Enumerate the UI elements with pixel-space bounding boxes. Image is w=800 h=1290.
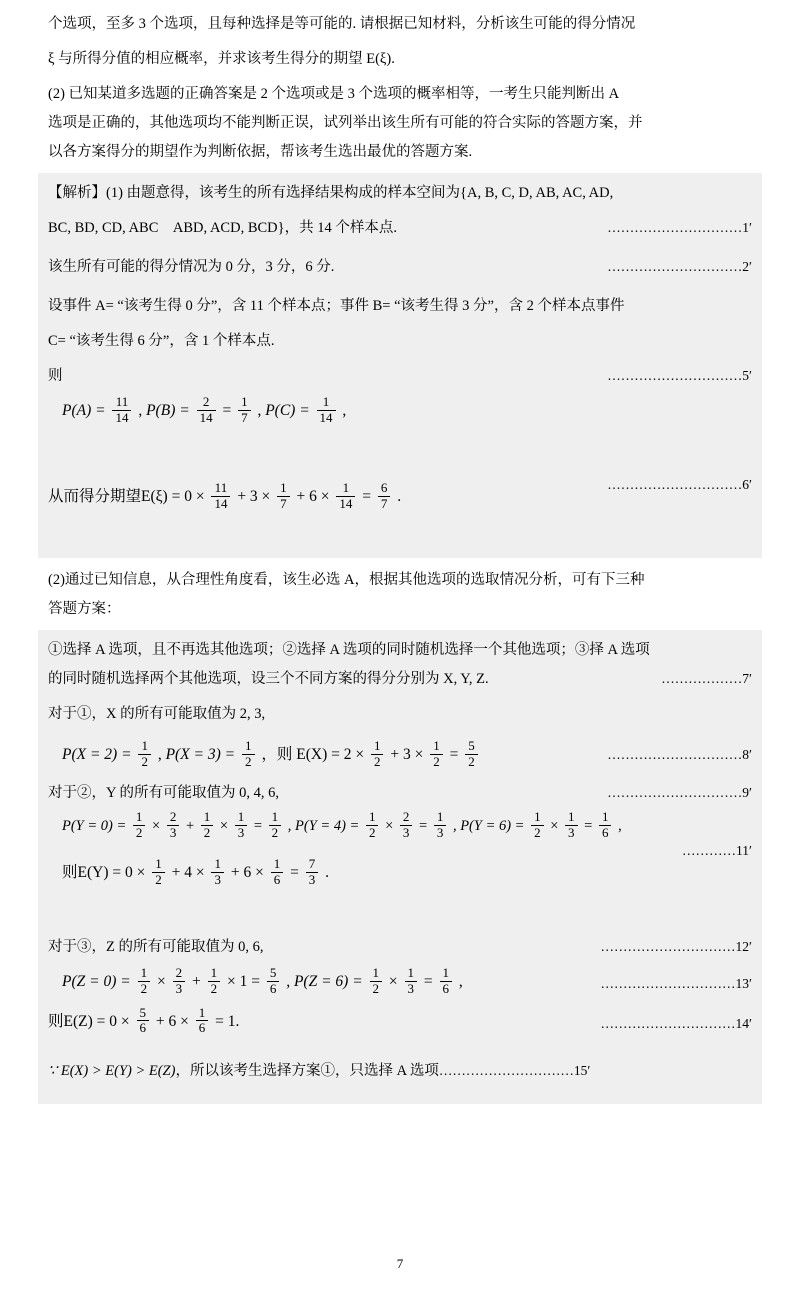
py0-f4-den: 3 (235, 825, 248, 841)
py0-f1-num: 1 (135, 809, 143, 825)
pb-fraction (197, 395, 216, 426)
ey-mid-2: + 6 × (230, 864, 264, 882)
ex-result-num: 5 (468, 738, 475, 754)
py0-result-den: 2 (269, 825, 282, 841)
question2-line-1: (2) 已知某道多选题的正确答案是 2 个选项或是 3 个选项的概率相等，一考生只能判断出 A (48, 86, 620, 102)
pz6-equals: = (423, 972, 433, 990)
py4-result-num: 1 (436, 809, 444, 825)
py6-label: , P(Y = 6) = (452, 817, 525, 834)
analysis-heading-line-2: BC, BD, CD, ABC ABD, ACD, BCD}，共 14 个样本点. (48, 220, 397, 236)
py4-f2-num: 2 (402, 809, 410, 825)
z-expectation-row (48, 1002, 752, 1042)
py4-f2-den: 3 (400, 825, 413, 841)
comma-1: , (138, 402, 143, 419)
py0-f4 (235, 810, 248, 841)
py0-f2-num: 2 (169, 809, 177, 825)
y-values-row (48, 779, 752, 808)
conclusion-text: ，所以该考生选择方案①，只选择 A 选项 (175, 1063, 439, 1080)
py4-equals: = (419, 817, 428, 834)
mark-note-2: …………………………2′ (607, 259, 752, 274)
pa-label: P(A) = (62, 402, 106, 419)
schemes-row-2 (48, 665, 752, 694)
py0-f3-num: 1 (203, 809, 211, 825)
expectation-row (48, 477, 752, 517)
pa-numerator: 11 (115, 394, 129, 409)
pz0-label: P(Z = 0) = (62, 972, 131, 990)
ez-f1-den: 6 (137, 1020, 150, 1036)
exp-fraction-1 (211, 481, 230, 512)
pb-label: P(B) = (146, 402, 190, 419)
py6-f1 (531, 810, 544, 841)
schemes-line-1: ①选择 A 选项，且不再选其他选项；②选择 A 选项的同时随机选择一个其他选项；③择 A 选项 (48, 642, 650, 659)
ey-lead: 则E(Y) = 0 × (62, 864, 146, 882)
spacer-2 (48, 516, 752, 550)
mark-note-1: …………………………1′ (607, 220, 752, 235)
exp-f2-den: 7 (277, 496, 290, 512)
solution-block-part1 (38, 173, 762, 558)
prob-lead-text: 则 (48, 368, 63, 384)
py4-result-den: 3 (434, 825, 447, 841)
py6-f2 (565, 810, 578, 841)
part2-intro-line-1: (2)通过已知信息，从合理性角度看，该生必选 A，根据其他选项的选取情况分析，可有下三种 (48, 572, 645, 589)
py6-equals: = (584, 817, 593, 834)
pz0-f3-den: 2 (208, 981, 221, 997)
solution-block-part2 (38, 630, 762, 1104)
mark-note-15: …………………………15′ (438, 1063, 591, 1079)
paragraph-continued: 个选项，至多 3 个选项，且每种选择是等可能的. 请根据已知材料，分析该生可能的得分情况 (48, 16, 636, 32)
xi-expectation-text: ξ 与所得分值的相应概率，并求该考生得分的期望 E(ξ). (48, 51, 395, 67)
px2-num: 1 (141, 738, 148, 754)
exp-mid-2: + 6 × (296, 487, 330, 505)
exp-tail: . (397, 487, 402, 505)
py6-f2-den: 3 (565, 825, 578, 841)
mark-note-9: …………………………9′ (607, 784, 752, 800)
ey-tail: . (325, 864, 329, 882)
exp-mid-1: + 3 × (237, 487, 271, 505)
pz6-result (440, 966, 453, 997)
py6-f2-num: 1 (568, 809, 575, 825)
exp-f3-den: 14 (336, 496, 355, 512)
px3-den: 2 (242, 754, 255, 770)
py0-result-num: 1 (271, 809, 279, 825)
py6-result-num: 1 (601, 809, 609, 825)
ey-equals: = (290, 864, 299, 882)
exp-result-den: 7 (378, 496, 391, 512)
ez-equals: = 1. (215, 1012, 240, 1030)
exp-fraction-2 (277, 481, 290, 512)
py0-plus: + (185, 817, 195, 834)
pb-fraction-reduced (238, 395, 251, 426)
pz0-result (267, 966, 280, 997)
ey-result (306, 857, 319, 888)
ez-f1-num: 5 (139, 1004, 146, 1020)
question2-line-2: 选项是正确的，其他选项均不能判断正误，试列举出该生所有可能的符合实际的答题方案，并 (48, 115, 643, 131)
conclusion-line (48, 1057, 752, 1086)
pb-denominator-2: 7 (238, 410, 251, 426)
pz6-f2 (405, 966, 418, 997)
pz0-result-num: 5 (269, 964, 277, 980)
px2-den: 2 (138, 754, 151, 770)
ez-f2-num: 1 (198, 1004, 206, 1020)
pc-tail: , (342, 402, 347, 419)
ey-f3-den: 6 (271, 872, 284, 888)
part2-intro-line-2: 答题方案： (48, 601, 121, 618)
question2-line-3: 以各方案得分的期望作为判断依据，帮该考生选出最优的答题方案. (48, 144, 473, 160)
py6-result-den: 6 (599, 825, 612, 841)
comma-x1: , (157, 746, 162, 764)
py6-tail: , (618, 817, 622, 834)
pc-denominator: 14 (317, 410, 336, 426)
py0-f2-den: 3 (167, 825, 180, 841)
mark-note-5: …………………………5′ (607, 368, 752, 383)
pz0-f3 (208, 966, 221, 997)
ex-result-den: 2 (465, 754, 478, 770)
x-values-text: 对于①，X 的所有可能取值为 2, 3, (48, 706, 266, 723)
mark-note-6: …………………………6′ (607, 476, 752, 492)
ex-result-fraction (465, 739, 478, 770)
px3-label: P(X = 3) = (165, 746, 236, 764)
ex-f2-num: 1 (433, 738, 440, 754)
ey-result-num: 7 (308, 856, 316, 872)
ex-mid: + 3 × (390, 746, 424, 764)
scores-row (48, 253, 752, 282)
ex-fraction-2 (430, 739, 443, 770)
spacer-4 (48, 1041, 752, 1057)
mark-note-13: …………………………13′ (600, 975, 752, 991)
spacer-5 (48, 1086, 752, 1096)
ey-f2 (211, 857, 224, 888)
py4-result (434, 810, 447, 841)
ey-f2-den: 3 (211, 872, 224, 888)
py0-equals: = (253, 817, 263, 834)
ez-lead: 则E(Z) = 0 × (48, 1012, 130, 1030)
py6-f1-den: 2 (531, 825, 544, 841)
py4-f2 (400, 810, 413, 841)
pz0-f2-den: 3 (173, 981, 186, 997)
pc-fraction (317, 395, 336, 426)
pb-numerator: 2 (202, 394, 210, 409)
exp-result-fraction (378, 481, 391, 512)
ex-equals: = (449, 746, 459, 764)
ez-f2 (196, 1006, 209, 1037)
ez-mid: + 6 × (155, 1012, 189, 1030)
px3-num: 1 (245, 738, 252, 754)
pz6-f1-den: 2 (370, 981, 383, 997)
py0-label: P(Y = 0) = (62, 817, 127, 834)
pz6-label: , P(Z = 6) = (286, 972, 363, 990)
z-distribution-equation (48, 964, 463, 1000)
mark-note-14: …………………………14′ (600, 1015, 752, 1031)
pc-numerator: 1 (322, 394, 330, 409)
py0-f1-den: 2 (133, 825, 146, 841)
ey-f3 (271, 857, 284, 888)
y-expectation-equation (48, 855, 752, 891)
py0-result (269, 810, 282, 841)
py0-f2 (167, 810, 180, 841)
pb-equals: = (222, 402, 232, 419)
px2-fraction (138, 739, 151, 770)
pz6-tail: , (458, 972, 463, 990)
ex-lead: ，则 E(X) = 2 × (261, 746, 365, 764)
mark-note-8: …………………………8′ (607, 747, 752, 763)
y-values-text: 对于②，Y 的所有可能取值为 0, 4, 6, (48, 784, 280, 801)
ex-f1-num: 1 (373, 738, 381, 754)
analysis-heading-line-1: 【解析】(1) 由题意得，该考生的所有选择结果构成的样本空间为{A, B, C, D, AB, AC, AD, (48, 185, 614, 201)
ex-f2-den: 2 (430, 754, 443, 770)
pz0-f1 (138, 966, 151, 997)
y-distribution-equation (48, 810, 752, 843)
pb-numerator-2: 1 (241, 394, 248, 409)
py6-times: × (550, 817, 559, 834)
py4-times: × (385, 817, 394, 834)
events-line-1: 设事件 A= “该考生得 0 分”，含 11 个样本点；事件 B= “该考生得 3 分”，含 2 个样本点事件 (48, 298, 625, 314)
x-math-row (48, 735, 752, 775)
px2-label: P(X = 2) = (62, 746, 132, 764)
pz0-f2 (173, 966, 186, 997)
ey-f2-num: 1 (214, 856, 221, 872)
pz6-result-num: 1 (442, 964, 450, 980)
pz0-f3-num: 1 (210, 964, 218, 980)
py0-f3 (201, 810, 214, 841)
ey-f1-den: 2 (152, 872, 165, 888)
py0-f3-den: 2 (201, 825, 214, 841)
pc-label: P(C) = (265, 402, 310, 419)
z-values-text: 对于③，Z 的所有可能取值为 0, 6, (48, 938, 264, 955)
pa-denominator: 14 (112, 410, 131, 426)
schemes-line-2: 的同时随机选择两个其他选项，设三个不同方案的得分分别为 X, Y, Z. (48, 671, 489, 688)
conclusion-inequality: ∵ E(X) > E(Y) > E(Z) (48, 1063, 176, 1080)
expectation-equation (48, 479, 401, 515)
ey-f3-num: 1 (273, 856, 281, 872)
z-values-row (48, 933, 752, 962)
page-number: 7 (396, 1256, 404, 1271)
comma-2: , (257, 402, 262, 419)
pz0-f1-den: 2 (138, 981, 151, 997)
ez-f1 (137, 1006, 150, 1037)
exp-f2-num: 1 (280, 479, 287, 495)
py0-times-2: × (219, 817, 229, 834)
x-distribution-equation (48, 737, 481, 773)
py4-label: , P(Y = 4) = (287, 817, 360, 834)
py4-f1 (366, 810, 379, 841)
py4-f1-den: 2 (366, 825, 379, 841)
expectation-lead: 从而得分期望E(ξ) = 0 × (48, 487, 205, 505)
py0-f4-num: 1 (237, 809, 245, 825)
exp-f3-num: 1 (342, 479, 350, 495)
paragraph-question-2 (48, 80, 752, 167)
probability-equations (48, 393, 752, 429)
pz0-times-1: × (156, 972, 166, 990)
py0-times-1: × (152, 817, 161, 834)
ey-result-den: 3 (306, 872, 319, 888)
ey-mid-1: + 4 × (171, 864, 205, 882)
events-line-2: C= “该考生得 6 分”，含 1 个样本点. (48, 333, 275, 349)
exp-f1-den: 14 (211, 496, 230, 512)
paragraph-part2-intro (48, 566, 752, 624)
analysis-heading-row-2 (48, 214, 752, 243)
py6-f1-num: 1 (534, 809, 541, 825)
pz0-times-2: × 1 = (226, 972, 260, 990)
pz0-plus: + (191, 972, 201, 990)
py4-f1-num: 1 (368, 809, 376, 825)
pz6-f1 (370, 966, 383, 997)
pz6-result-den: 6 (440, 981, 453, 997)
paragraph-xi-expectation (48, 45, 752, 74)
prob-lead-row (48, 362, 752, 391)
mark-note-11: …………11′ (682, 843, 752, 859)
pz0-f1-num: 1 (140, 964, 148, 980)
mark-note-7: ………………7′ (661, 671, 752, 687)
scores-text: 该生所有可能的得分情况为 0 分，3 分，6 分. (48, 259, 335, 275)
exp-f1-num: 11 (214, 479, 228, 495)
exp-result-num: 6 (380, 479, 388, 495)
pz6-f2-num: 1 (407, 964, 415, 980)
pz6-times: × (388, 972, 398, 990)
ez-f2-den: 6 (196, 1020, 209, 1036)
ex-f1-den: 2 (371, 754, 384, 770)
py6-result (599, 810, 612, 841)
exp-fraction-3 (336, 481, 355, 512)
spacer-1 (48, 431, 752, 477)
pb-denominator: 14 (197, 410, 216, 426)
mark-note-12: …………………………12′ (600, 938, 752, 954)
pz6-f2-den: 3 (405, 981, 418, 997)
spacer-3 (48, 893, 752, 933)
exp-equals: = (362, 487, 372, 505)
pz0-f2-num: 2 (175, 964, 183, 980)
ex-fraction-1 (371, 739, 384, 770)
z-math-row (48, 962, 752, 1002)
ey-f1 (152, 857, 165, 888)
pz6-f1-num: 1 (372, 964, 380, 980)
py0-f1 (133, 810, 146, 841)
ey-f1-num: 1 (155, 856, 162, 872)
pz0-result-den: 6 (267, 981, 280, 997)
px3-fraction (242, 739, 255, 770)
pa-fraction (112, 395, 131, 426)
z-expectation-equation (48, 1004, 239, 1040)
